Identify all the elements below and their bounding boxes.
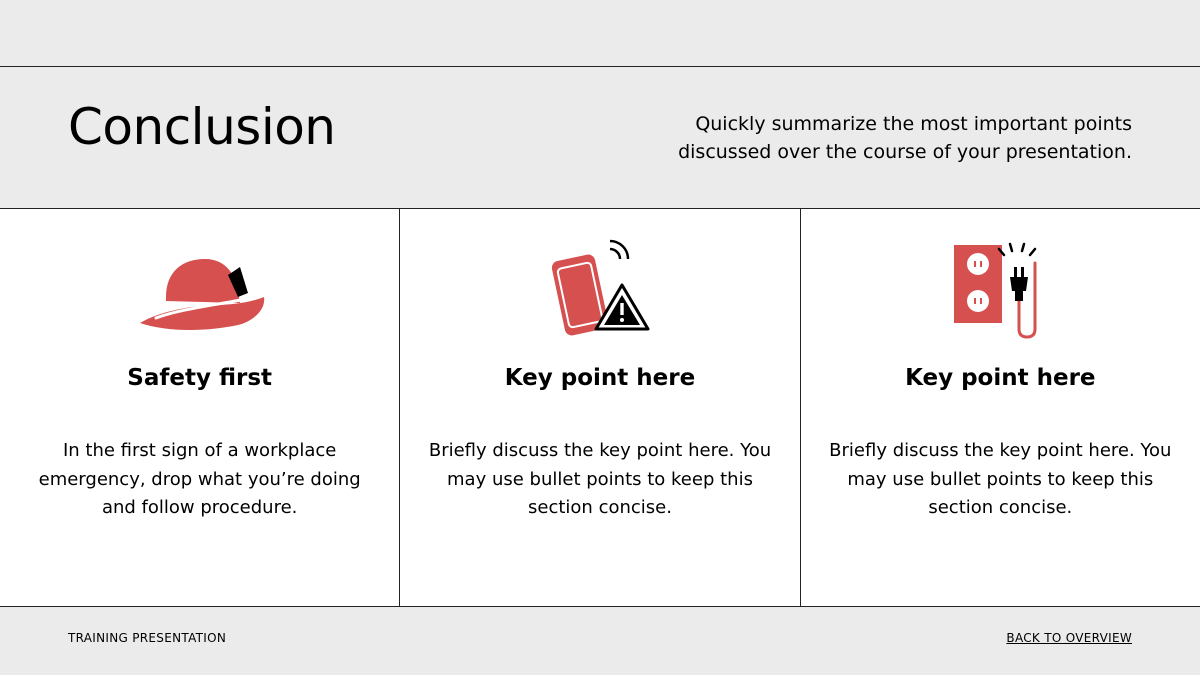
top-divider (0, 66, 1200, 67)
slide-title: Conclusion (68, 98, 336, 156)
key-point-card-safety (0, 209, 399, 607)
footer-label: TRAINING PRESENTATION (68, 631, 227, 645)
card-heading: Key point here (905, 365, 1096, 391)
hard-hat-icon (130, 237, 270, 341)
key-point-card-outlet (800, 209, 1200, 607)
slide-subtitle: Quickly summarize the most important points discussed over the course of your presentation. (678, 113, 1132, 163)
card-body: Briefly discuss the key point here. You may use bullet points to keep this section concise. (428, 440, 772, 518)
phone-warning-icon (530, 237, 670, 341)
back-to-overview-link[interactable]: BACK TO OVERVIEW (1006, 631, 1132, 645)
card-heading: Safety first (127, 365, 273, 391)
key-points-row (0, 209, 1200, 607)
card-body: Briefly discuss the key point here. You may use bullet points to keep this section concise. (829, 440, 1172, 518)
card-body: In the first sign of a workplace emergency, drop what you’re doing and follow procedure. (38, 440, 361, 518)
key-point-card-phone (399, 209, 799, 607)
footer-divider (0, 606, 1200, 607)
electrical-outlet-icon (930, 237, 1070, 341)
card-heading: Key point here (504, 365, 696, 391)
